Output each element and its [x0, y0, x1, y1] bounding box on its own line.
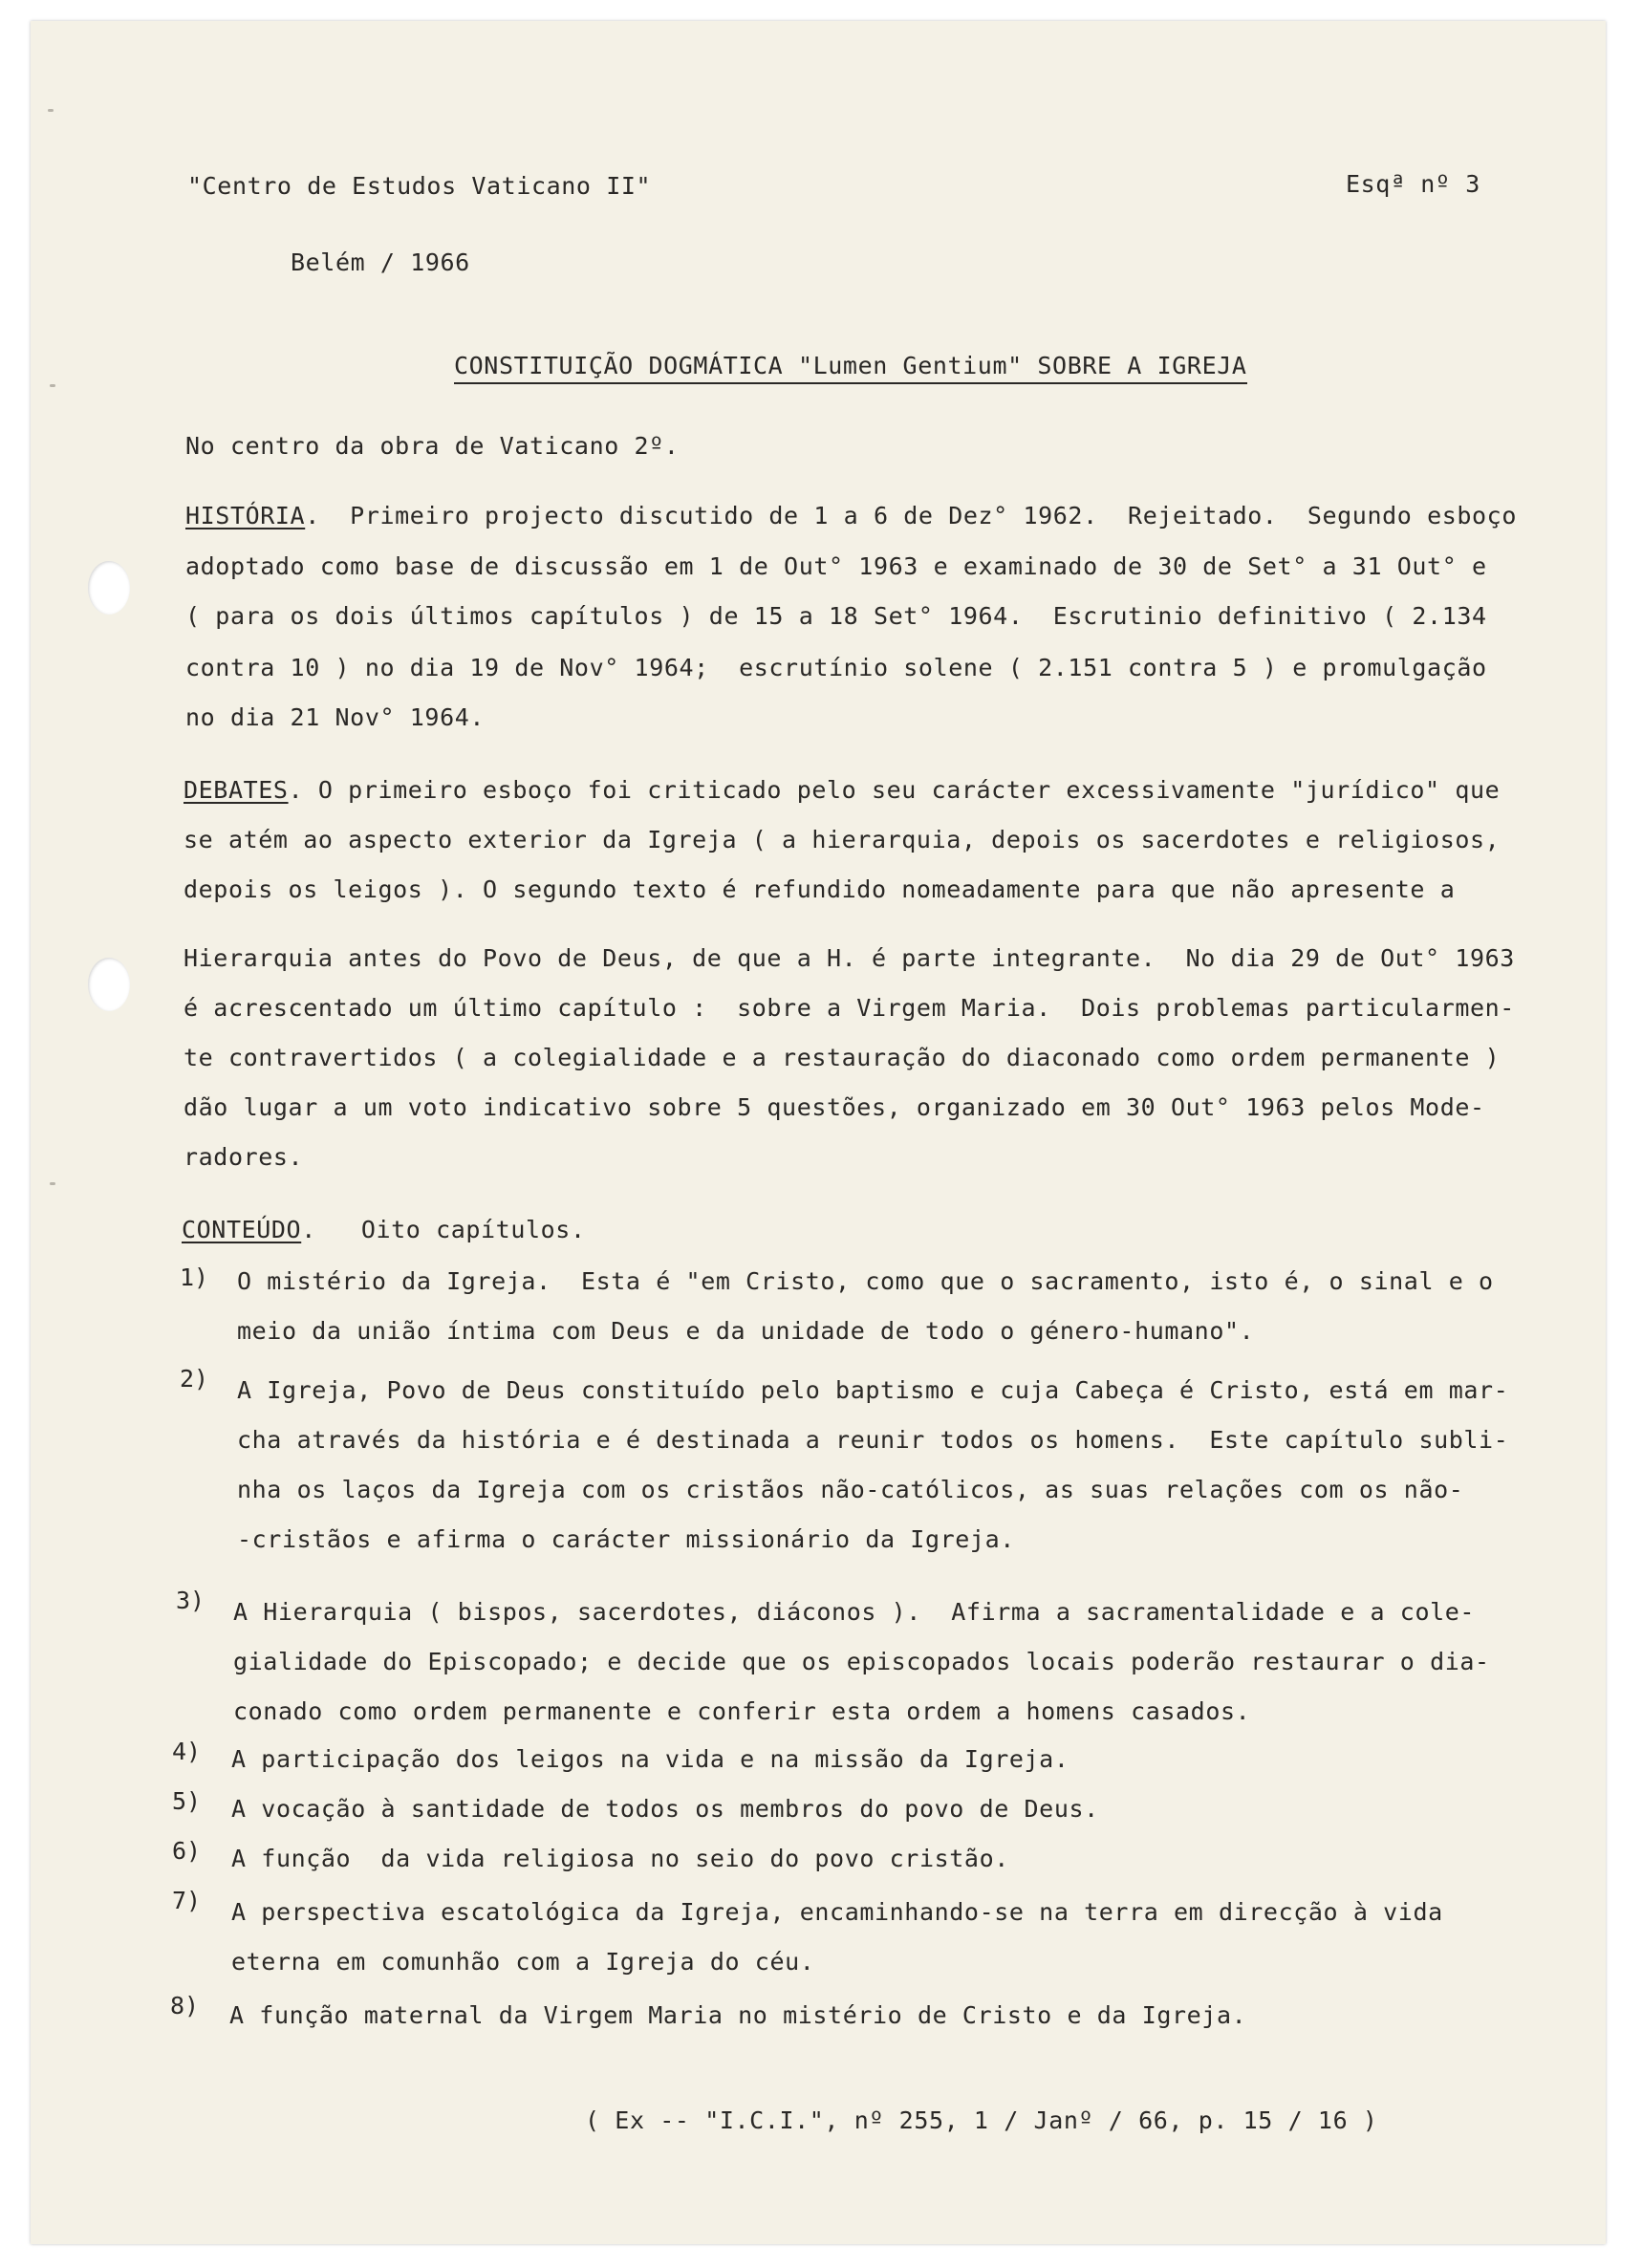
item-8-line-1: A função maternal da Virgem Maria no mistério de Cristo e da Igreja. — [229, 2001, 1247, 2029]
item-1-line-2: meio da união íntima com Deus e da unidade de todo o género-humano". — [237, 1317, 1255, 1345]
item-4-line-1: A participação dos leigos na vida e na missão da Igreja. — [231, 1745, 1069, 1773]
debates-heading: DEBATES — [184, 776, 289, 804]
item-3-line-3: conado como ordem permanente e conferir esta ordem a homens casados. — [233, 1697, 1251, 1725]
historia-line-2: adoptado como base de discussão em 1 de Out° 1963 e examinado de 30 de Set° a 31 Out° e — [185, 552, 1487, 580]
debates-line-7: dão lugar a um voto indicativo sobre 5 questões, organizado em 30 Out° 1963 pelos Mode- — [184, 1093, 1485, 1121]
institution-name: "Centro de Estudos Vaticano II" — [187, 172, 652, 200]
item-number: 4) — [172, 1738, 202, 1765]
historia-heading: HISTÓRIA — [185, 502, 306, 529]
item-number: 5) — [172, 1787, 202, 1815]
item-number: 2) — [180, 1365, 209, 1393]
item-number: 1) — [180, 1264, 209, 1291]
item-2-line-2: cha através da história e é destinada a reunir todos os homens. Este capítulo subli- — [237, 1426, 1509, 1454]
document-reference: Esqª nº 3 — [1346, 170, 1480, 198]
historia-line-1: HISTÓRIA. Primeiro projecto discutido de 1 a 6 de Dez° 1962. Rejeitado. Segundo esboço — [185, 502, 1517, 529]
paper-speck — [50, 384, 55, 387]
item-2-line-4: -cristãos e afirma o carácter missionário da Igreja. — [237, 1525, 1015, 1553]
document-title: CONSTITUIÇÃO DOGMÁTICA "Lumen Gentium" SOBRE A IGREJA — [454, 352, 1247, 384]
punch-hole-bottom — [88, 958, 130, 1011]
debates-line-1: DEBATES. O primeiro esboço foi criticado pelo seu carácter excessivamente "jurídico" que — [184, 776, 1501, 804]
item-1-line-1: O mistério da Igreja. Esta é "em Cristo, como que o sacramento, isto é, o sinal e o — [237, 1267, 1494, 1295]
source-citation: ( Ex -- "I.C.I.", nº 255, 1 / Janº / 66, p. 15 / 16 ) — [585, 2106, 1378, 2134]
item-number: 8) — [170, 1992, 200, 2020]
item-number: 6) — [172, 1837, 202, 1865]
paper-speck — [50, 1182, 55, 1185]
item-5-line-1: A vocação à santidade de todos os membros do povo de Deus. — [231, 1795, 1099, 1823]
debates-line-5: é acrescentado um último capítulo : sobre a Virgem Maria. Dois problemas particularmen- — [184, 994, 1515, 1022]
item-2-line-3: nha os laços da Igreja com os cristãos não-católicos, as suas relações com os não- — [237, 1476, 1464, 1503]
conteudo-heading: CONTEÚDO — [182, 1216, 302, 1243]
item-7-line-2: eterna em comunhão com a Igreja do céu. — [231, 1948, 815, 1976]
debates-line-4: Hierarquia antes do Povo de Deus, de que a H. é parte integrante. No dia 29 de Out° 1963 — [184, 944, 1515, 972]
item-7-line-1: A perspectiva escatológica da Igreja, encaminhando-se na terra em direcção à vida — [231, 1898, 1443, 1926]
debates-line-3: depois os leigos ). O segundo texto é refundido nomeadamente para que não apresente a — [184, 875, 1456, 903]
conteudo-line: CONTEÚDO. Oito capítulos. — [182, 1216, 586, 1243]
item-3-line-1: A Hierarquia ( bispos, sacerdotes, diáconos ). Afirma a sacramentalidade e a cole- — [233, 1598, 1476, 1626]
debates-line-2: se atém ao aspecto exterior da Igreja ( a hierarquia, depois os sacerdotes e religiosos, — [184, 826, 1501, 853]
item-6-line-1: A função da vida religiosa no seio do povo cristão. — [231, 1845, 1009, 1872]
item-2-line-1: A Igreja, Povo de Deus constituído pelo baptismo e cuja Cabeça é Cristo, está em mar- — [237, 1376, 1509, 1404]
item-3-line-2: gialidade do Episcopado; e decide que os episcopados locais poderão restaurar o dia- — [233, 1648, 1490, 1675]
historia-line-4: contra 10 ) no dia 19 de Nov° 1964; escrutínio solene ( 2.151 contra 5 ) e promulgação — [185, 654, 1487, 681]
place-date: Belém / 1966 — [291, 248, 470, 276]
debates-line-8: radores. — [184, 1143, 304, 1171]
item-number: 3) — [176, 1587, 205, 1614]
intro-line: No centro da obra de Vaticano 2º. — [185, 432, 680, 460]
item-number: 7) — [172, 1887, 202, 1914]
punch-hole-top — [88, 561, 130, 615]
paper-speck — [48, 109, 54, 112]
debates-line-6: te contravertidos ( a colegialidade e a restauração do diaconado como ordem permanente ) — [184, 1044, 1501, 1071]
historia-line-3: ( para os dois últimos capítulos ) de 15 a 18 Set° 1964. Escrutinio definitivo ( 2.134 — [185, 602, 1487, 630]
historia-line-5: no dia 21 Nov° 1964. — [185, 703, 486, 731]
